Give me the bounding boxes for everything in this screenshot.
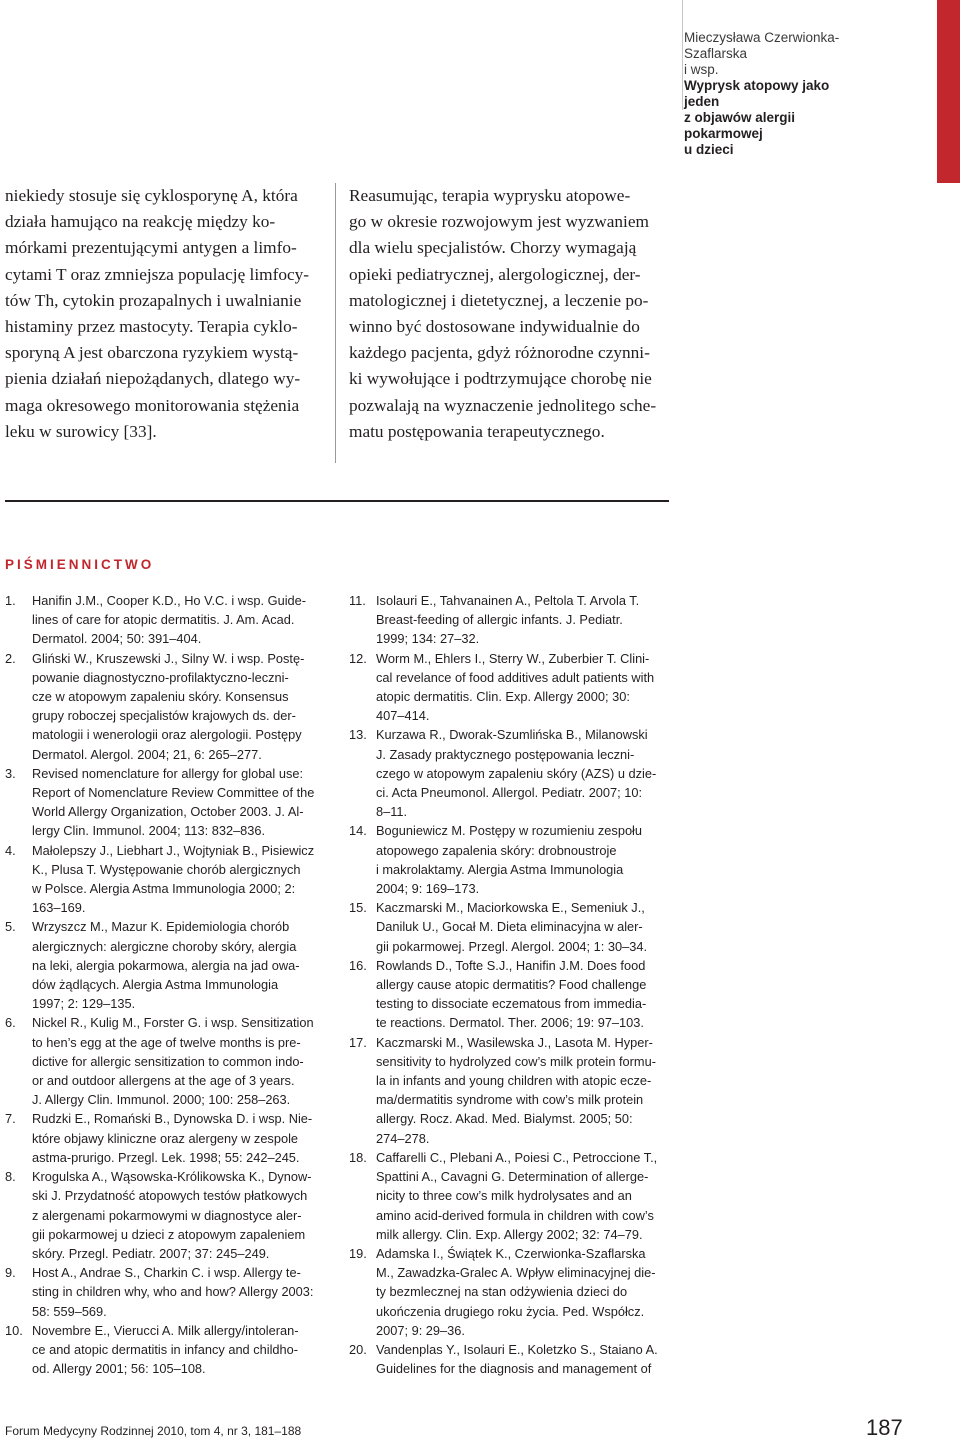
running-header-title — [684, 78, 864, 158]
reference-text-line: World Allergy Organization, October 2003. J. Al- — [32, 804, 304, 820]
reference-text-line: Vandenplas Y., Isolauri E., Koletzko S., Staiano A. — [376, 1341, 658, 1357]
reference-number: 3. — [5, 765, 16, 781]
reference-text-line: to hen’s egg at the age of twelve months is pre- — [32, 1034, 301, 1050]
reference-text-line: amino acid-derived formula in children with cow’s — [376, 1207, 654, 1223]
reference-text-line: grupy roboczej specjalistów krajowych ds. der- — [32, 708, 296, 724]
reference-text-line: Krogulska A., Wąsowska-Królikowska K., Dynow- — [32, 1169, 312, 1185]
reference-text-line: or and outdoor allergens at the age of 3 years. — [32, 1073, 295, 1089]
reference-text-line: Dermatol. Alergol. 2004; 21, 6: 265–277. — [32, 746, 262, 762]
body-text-line: pienia działań niepożądanych, dlatego wy- — [5, 369, 301, 389]
reference-text-line: J. Zasady praktycznego postępowania leczni- — [376, 746, 635, 762]
author-line: i wsp. — [684, 62, 719, 77]
reference-number: 6. — [5, 1015, 16, 1031]
reference-text-line: allergy cause atopic dermatitis? Food challenge — [376, 977, 647, 993]
body-text-line: mórkami prezentującymi antygen a limfo- — [5, 238, 297, 258]
reference-text-line: Spattini A., Cavagni G. Determination of allerge- — [376, 1169, 649, 1185]
reference-text-line: 163–169. — [32, 900, 86, 916]
reference-text-line: cal revelance of food additives adult patients with — [376, 669, 655, 685]
reference-number: 16. — [349, 957, 367, 973]
reference-text-line: powanie diagnostyczno-profilaktyczno-leczni- — [32, 669, 289, 685]
page-number: 187 — [866, 1415, 903, 1440]
footer-journal: Forum Medycyny Rodzinnej 2010, tom 4, nr 3, 181–188 — [5, 1424, 302, 1438]
reference-text-line: skóry. Przegl. Pediatr. 2007; 37: 245–249. — [32, 1245, 270, 1261]
reference-text-line: ukończenia drugiego roku życia. Ped. Współcz. — [376, 1303, 645, 1319]
body-text-line: ki wywołujące i podtrzymujące chorobę nie — [349, 369, 652, 389]
reference-item — [349, 649, 679, 726]
reference-text-line: matologii i wenerologii oraz alergologii. Postępy — [32, 727, 302, 743]
title-line: Wyprysk atopowy jako jeden — [684, 78, 830, 109]
body-text-line: winno być dostosowane indywidualnie do — [349, 317, 640, 337]
reference-number: 15. — [349, 900, 367, 916]
reference-item — [349, 1340, 679, 1378]
reference-text-line: na leki, alergia pokarmowa, alergia na jad owa- — [32, 957, 300, 973]
reference-number: 9. — [5, 1265, 16, 1281]
reference-text-line: Guidelines for the diagnosis and management of — [376, 1361, 652, 1377]
reference-item — [5, 1167, 335, 1263]
reference-text-line: Daniluk U., Gocał M. Dieta eliminacyjna w aler- — [376, 919, 643, 935]
reference-text-line: ce and atopic dermatitis in infancy and childho- — [32, 1341, 299, 1357]
reference-text-line: Gliński W., Kruszewski J., Silny W. i wsp. Postę- — [32, 650, 305, 666]
reference-text-line: lergy Clin. Immunol. 2004; 113: 832–836. — [32, 823, 266, 839]
reference-text-line: gii pokarmowej u dzieci z atopowym zapaleniem — [32, 1226, 306, 1242]
body-column-right — [349, 183, 674, 445]
reference-number: 10. — [5, 1322, 23, 1338]
reference-text-line: dów żądlących. Alergia Astma Immunologia — [32, 977, 279, 993]
reference-text-line: Kurzawa R., Dworak-Szumlińska B., Milanowski — [376, 727, 648, 743]
reference-number: 17. — [349, 1034, 367, 1050]
reference-text-line: Isolauri E., Tahvanainen A., Peltola T. Arvola T. — [376, 593, 640, 608]
reference-item — [349, 1033, 679, 1148]
reference-text-line: Novembre E., Vierucci A. Milk allergy/intoleran- — [32, 1322, 299, 1338]
reference-text-line: J. Allergy Clin. Immunol. 2000; 100: 258–263. — [32, 1092, 291, 1108]
reference-item — [5, 591, 335, 649]
reference-text-line: Caffarelli C., Plebani A., Poiesi C., Petroccione T., — [376, 1149, 658, 1165]
reference-text-line: ci. Acta Pneumonol. Allergol. Pediatr. 2007; 10: — [376, 785, 643, 801]
reference-text-line: astma-prurigo. Przegl. Lek. 1998; 55: 242–245. — [32, 1149, 300, 1165]
reference-text-line: Rudzki E., Romański B., Dynowska D. i wsp. Nie- — [32, 1111, 313, 1127]
reference-text-line: milk allergy. Clin. Exp. Allergy 2002; 32: 74–79. — [376, 1226, 643, 1242]
reference-number: 1. — [5, 593, 16, 608]
reference-number: 4. — [5, 842, 16, 858]
body-text-line: maga okresowego monitorowania stężenia — [5, 395, 300, 415]
reference-number: 5. — [5, 919, 16, 935]
reference-text-line: i makrolaktamy. Alergia Astma Immunologia — [376, 861, 624, 877]
header-divider — [682, 0, 683, 110]
reference-text-line: sensitivity to hydrolyzed cow’s milk protein formu- — [376, 1053, 656, 1069]
reference-item — [5, 1263, 335, 1321]
running-header — [684, 30, 864, 158]
body-text-line: Reasumując, terapia wyprysku atopowe- — [349, 186, 631, 205]
reference-text-line: la in infants and young children with atopic ecze- — [376, 1073, 652, 1089]
reference-text-line: które objawy kliniczne oraz alergeny w zespole — [32, 1130, 299, 1146]
reference-item — [5, 649, 335, 764]
reference-text-line: Nickel R., Kulig M., Forster G. i wsp. Sensitization — [32, 1015, 314, 1031]
reference-number: 7. — [5, 1111, 16, 1127]
references-column-right — [349, 591, 679, 1378]
body-column-left — [5, 183, 330, 445]
body-text-line: działa hamująco na reakcję między ko- — [5, 212, 276, 232]
references-column-left — [5, 591, 335, 1378]
reference-text-line: 274–278. — [376, 1130, 430, 1146]
reference-text-line: lines of care for atopic dermatitis. J. Am. Acad. — [32, 612, 295, 628]
body-text-line: matologicznej i dietetycznej, a leczenie po- — [349, 290, 649, 310]
reference-text-line: sting in children why, who and how? Allergy 2003: — [32, 1284, 314, 1300]
reference-text-line: 2004; 9: 169–173. — [376, 881, 480, 897]
reference-text-line: 1997; 2: 129–135. — [32, 996, 136, 1012]
reference-item — [5, 841, 335, 918]
reference-item — [5, 764, 335, 841]
reference-item — [5, 1321, 335, 1379]
reference-text-line: dictive for allergic sensitization to common indo- — [32, 1053, 304, 1069]
body-text-line: sporyną A jest obarczona ryzykiem wystą- — [5, 343, 299, 363]
title-line: u dzieci — [684, 142, 734, 157]
reference-text-line: z alergenami pokarmowymi w diagnostyce aler- — [32, 1207, 302, 1223]
reference-text-line: ty bezmlecznej na stan odżywienia dzieci do — [376, 1284, 628, 1300]
reference-text-line: 1999; 134: 27–32. — [376, 631, 480, 647]
references-heading: PIŚMIENNICTWO — [5, 557, 155, 572]
body-text-line: pozwalają na wyznaczenie jednolitego sche- — [349, 395, 657, 415]
reference-text-line: 2007; 9: 29–36. — [376, 1322, 465, 1338]
reference-text-line: Host A., Andrae S., Charkin C. i wsp. Allergy te- — [32, 1265, 301, 1281]
reference-text-line: Adamska I., Świątek K., Czerwionka-Szaflarska — [376, 1245, 646, 1261]
reference-number: 20. — [349, 1341, 367, 1357]
reference-text-line: Rowlands D., Tofte S.J., Hanifin J.M. Does food — [376, 957, 646, 973]
running-header-authors — [684, 30, 864, 78]
reference-text-line: od. Allergy 2001; 56: 105–108. — [32, 1361, 206, 1377]
reference-text-line: testing to dissociate eczematous from immedia- — [376, 996, 647, 1012]
reference-number: 19. — [349, 1245, 367, 1261]
body-text-line: opieki pediatrycznej, alergologicznej, der- — [349, 264, 641, 284]
title-line: z objawów alergii pokarmowej — [684, 110, 796, 141]
body-text-line: matu postępowania terapeutycznego. — [349, 421, 605, 441]
reference-text-line: Report of Nomenclature Review Committee of the — [32, 785, 315, 801]
reference-text-line: Hanifin J.M., Cooper K.D., Ho V.C. i wsp. Guide- — [32, 593, 307, 608]
body-text-line: każdego pacjenta, gdyż różnorodne czynni- — [349, 343, 650, 363]
reference-text-line: te reactions. Dermatol. Ther. 2006; 19: 97–103. — [376, 1015, 644, 1031]
reference-text-line: Małolepszy J., Liebhart J., Wojtyniak B., Pisiewicz — [32, 842, 315, 858]
reference-number: 14. — [349, 823, 367, 839]
reference-text-line: 58: 559–569. — [32, 1303, 107, 1319]
reference-text-line: w Polsce. Alergia Astma Immunologia 2000; 2: — [32, 881, 296, 897]
column-separator — [335, 183, 336, 463]
red-accent-bar — [937, 0, 960, 183]
reference-text-line: Boguniewicz M. Postępy w rozumieniu zespołu — [376, 823, 643, 839]
reference-text-line: Breast-feeding of allergic infants. J. Pediatr. — [376, 612, 623, 628]
reference-item — [5, 1109, 335, 1167]
body-text-line: leku w surowicy [33]. — [5, 421, 157, 441]
author-line: Mieczysława Czerwionka-Szaflarska — [684, 30, 840, 61]
references-rule — [5, 500, 669, 502]
reference-item — [349, 591, 679, 649]
reference-number: 12. — [349, 650, 367, 666]
reference-text-line: Kaczmarski M., Wasilewska J., Lasota M. Hyper- — [376, 1034, 653, 1050]
reference-item — [349, 898, 679, 956]
reference-text-line: czego w atopowym zapaleniu skóry (AZS) u dzie- — [376, 765, 657, 781]
body-text-line: histaminy przez mastocyty. Terapia cyklo- — [5, 317, 298, 337]
body-text-line: go w okresie rozwojowym jest wyzwaniem — [349, 212, 649, 232]
reference-item — [349, 821, 679, 898]
reference-number: 13. — [349, 727, 367, 743]
reference-text-line: atopic dermatitis. Clin. Exp. Allergy 2000; 30: — [376, 689, 630, 705]
reference-text-line: ski J. Przydatność atopowych testów płatkowych — [32, 1188, 308, 1204]
reference-item — [5, 917, 335, 1013]
reference-item — [349, 725, 679, 821]
reference-item — [349, 1244, 679, 1340]
reference-text-line: ma/dermatitis syndrome with cow’s milk protein — [376, 1092, 644, 1108]
reference-text-line: 8–11. — [376, 804, 408, 820]
reference-number: 18. — [349, 1149, 367, 1165]
reference-text-line: 407–414. — [376, 708, 430, 724]
reference-text-line: Kaczmarski M., Maciorkowska E., Semeniuk J., — [376, 900, 645, 916]
reference-text-line: allergy. Rocz. Akad. Med. Bialymst. 2005; 50: — [376, 1111, 633, 1127]
reference-number: 11. — [349, 593, 366, 608]
reference-number: 2. — [5, 650, 16, 666]
reference-text-line: atopowego zapalenia skóry: drobnoustroje — [376, 842, 617, 858]
body-text-line: tów Th, cytokin prozapalnych i uwalnianie — [5, 290, 302, 310]
body-text-line: niekiedy stosuje się cyklosporynę A, która — [5, 186, 298, 205]
reference-text-line: Wrzyszcz M., Mazur K. Epidemiologia chorób — [32, 919, 290, 935]
reference-item — [349, 956, 679, 1033]
reference-text-line: gii pokarmowej. Przegl. Alergol. 2004; 1: 30–34. — [376, 938, 648, 954]
body-text-line: cytami T oraz zmniejsza populację limfocy- — [5, 264, 310, 284]
reference-text-line: cze w atopowym zapaleniu skóry. Konsensus — [32, 689, 289, 705]
reference-text-line: M., Zawadzka-Gralec A. Wpływ eliminacyjnej die- — [376, 1265, 656, 1281]
body-text-line: dla wielu specjalistów. Chorzy wymagają — [349, 238, 637, 258]
reference-number: 8. — [5, 1169, 16, 1185]
reference-item — [349, 1148, 679, 1244]
reference-text-line: Worm M., Ehlers I., Sterry W., Zuberbier T. Clini- — [376, 650, 650, 666]
reference-text-line: alergicznych: alergiczne choroby skóry, alergia — [32, 938, 297, 954]
reference-text-line: Revised nomenclature for allergy for global use: — [32, 765, 304, 781]
reference-text-line: Dermatol. 2004; 50: 391–404. — [32, 631, 202, 647]
reference-item — [5, 1013, 335, 1109]
reference-text-line: nicity to three cow’s milk hydrolysates and an — [376, 1188, 632, 1204]
reference-text-line: K., Plusa T. Występowanie chorób alergicznych — [32, 861, 301, 877]
